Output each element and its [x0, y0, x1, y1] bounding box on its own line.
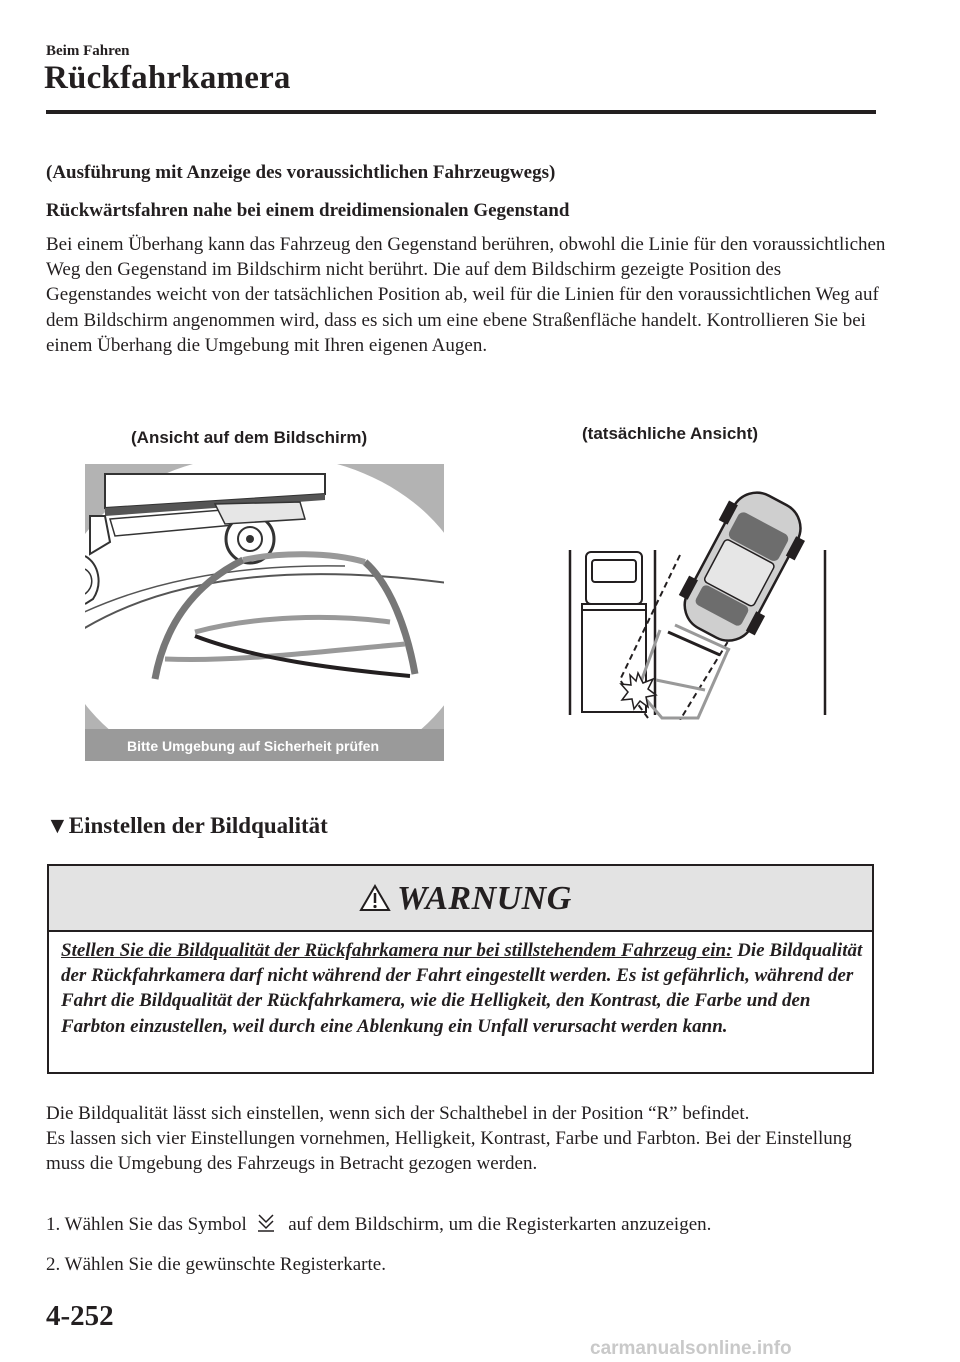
watermark: carmanualsonline.info: [590, 1338, 792, 1359]
intro-paragraph: Bei einem Überhang kann das Fahrzeug den Gegenstand berühren, obwohl die Linie für den voraussichtlichen Weg den Gegenstand im Bildschirm nicht berührt. Die auf dem Bildschirm gezeigte Position des Gegenstandes weicht von der tatsächlichen Position ab, weil für die Linien für den voraussichtlichen Weg auf dem Bildschirm angenommen wird, dass es sich um eine ebene Straßenfläche handelt. Kontrollieren Sie bei einem Überhang die Umgebung mit Ihren eigenen Augen.: [46, 234, 886, 356]
warning-text: [61, 938, 873, 1039]
section-heading: [46, 813, 328, 839]
actual-view-caption: (tatsächliche Ansicht): [582, 424, 759, 443]
body-paragraph-2: Es lassen sich vier Einstellungen vornehmen, Helligkeit, Kontrast, Farbe und Farbton. Bei der Einstellung muss die Umgebung des Fahrzeugs in Betracht gezogen werden.: [46, 1128, 852, 1175]
subheading: Rückwärtsfahren nahe bei einem dreidimensionalen Gegenstand: [46, 200, 570, 221]
section-heading-text: Einstellen der Bildqualität: [68, 813, 328, 838]
page-number: 4-252: [46, 1300, 114, 1332]
body-paragraphs: [46, 1101, 886, 1177]
reversing-car: [669, 480, 815, 653]
screen-view-caption: (Ansicht auf dem Bildschirm): [131, 428, 368, 447]
camera-screen-svg: [85, 464, 444, 761]
actual-view-illustration: [560, 480, 840, 720]
step-1-text-before: Wählen Sie das Symbol: [64, 1214, 247, 1235]
title-rule: [46, 110, 876, 114]
page-title: Rückfahrkamera: [44, 60, 291, 96]
step-1-number: 1.: [46, 1214, 61, 1235]
body-paragraph-1: Die Bildqualität lässt sich einstellen, wenn sich der Schalthebel in der Position “R” befindet.: [46, 1103, 750, 1124]
screen-banner-text: Bitte Umgebung auf Sicherheit prüfen: [127, 738, 380, 754]
section-marker: ▼: [46, 813, 69, 838]
warning-lead: Stellen Sie die Bildqualität der Rückfahrkamera nur bei stillstehendem Fahrzeug ein:: [61, 940, 733, 961]
warning-header: [49, 866, 872, 932]
variant-heading: (Ausführung mit Anzeige des voraussichtlichen Fahrzeugwegs): [46, 162, 556, 183]
step-2-text: Wählen Sie die gewünschte Registerkarte.: [64, 1254, 386, 1275]
warning-triangle-icon: [359, 884, 391, 912]
camera-screen-illustration: [85, 464, 444, 761]
step-2-number: 2.: [46, 1254, 61, 1275]
warning-title: WARNUNG: [397, 880, 572, 917]
step-1-text-after: auf dem Bildschirm, um die Registerkarten anzuzeigen.: [288, 1214, 712, 1235]
warning-box: [47, 864, 874, 1074]
warning-body: Die Bildqualität der Rückfahrkamera darf nicht während der Fahrt eingestellt werden. Es ist gefährlich, während der Fahrt die Bildqualität der Rückfahrkamera, wie die Helligkeit, den Kontrast, die Farbe und den Farbton einzustellen, weil durch eine Ablenkung ein Unfall verursacht werden kann.: [61, 940, 863, 1037]
section-kicker: Beim Fahren: [46, 43, 130, 59]
step-1: [46, 1212, 886, 1237]
tab-menu-chevron-icon: [255, 1212, 277, 1232]
step-2: [46, 1252, 886, 1277]
